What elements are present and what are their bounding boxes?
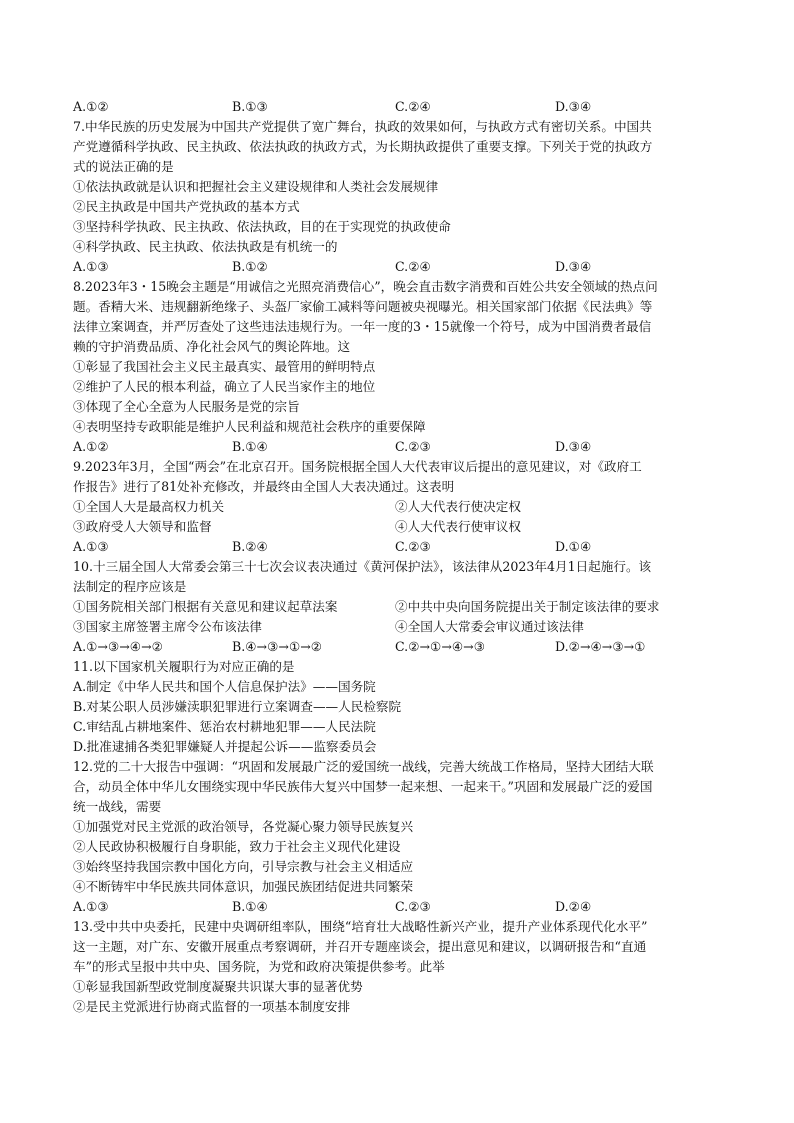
q11-option-a[interactable]: A.制定《中华人民共和国个人信息保护法》——国务院 (73, 679, 376, 694)
q7-option-a[interactable]: A.①③ (73, 259, 109, 274)
q9-stem-line: 9.2023年3月，全国“两会”在北京召开。国务院根据全国人大代表审议后提出的意见建议，对《政府工 (73, 459, 642, 474)
q7-options (73, 257, 733, 277)
q12-option-b[interactable]: B.①④ (232, 899, 268, 914)
q11-stem-line: 11.以下国家机关履职行为对应正确的是 (73, 659, 295, 674)
q8-stem-line: 题。香精大米、违规翻新绝缘子、头盔厂家偷工减料等问题被央视曝光。相关国家部门依据《民法典》等 (73, 299, 653, 314)
q8-option-d[interactable]: D.③④ (555, 439, 592, 454)
q7-option-d[interactable]: D.③④ (555, 259, 592, 274)
q7-item-2: ②民主执政是中国共产党执政的基本方式 (73, 199, 300, 214)
q12-stem-line: 统一战线，需要 (73, 799, 162, 814)
q13-stem-line: 这一主题，对广东、安徽开展重点考察调研，并召开专题座谈会，提出意见和建议，以调研报告和“直通 (73, 939, 647, 954)
q9-item-1: ①全国人大是最高权力机关 (73, 499, 225, 514)
q10-options (73, 637, 733, 657)
q12-item-3: ③始终坚持我国宗教中国化方向，引导宗教与社会主义相适应 (73, 859, 414, 874)
q6-option-c[interactable]: C.②④ (395, 99, 431, 114)
q8-option-c[interactable]: C.②③ (395, 439, 431, 454)
q10-option-d[interactable]: D.②→④→③→① (555, 639, 646, 654)
q10-item-4: ④全国人大常委会审议通过该法律 (395, 619, 584, 634)
q7-item-4: ④科学执政、民主执政、依法执政是有机统一的 (73, 239, 338, 254)
q10-item-2: ②中共中央向国务院提出关于制定该法律的要求 (395, 599, 660, 614)
q6-options (73, 97, 733, 117)
q11-option-c[interactable]: C.审结乱占耕地案件、惩治农村耕地犯罪——人民法院 (73, 719, 376, 734)
q7-option-b[interactable]: B.①② (232, 259, 268, 274)
q13-stem-line: 车”的形式呈报中共中央、国务院，为党和政府决策提供参考。此举 (73, 959, 445, 974)
q10-item-3: ③国家主席签署主席令公布该法律 (73, 619, 262, 634)
q12-option-a[interactable]: A.①③ (73, 899, 109, 914)
q11-option-b[interactable]: B.对某公职人员涉嫌渎职犯罪进行立案调查——人民检察院 (73, 699, 402, 714)
q12-item-4: ④不断铸牢中华民族共同体意识，加强民族团结促进共同繁荣 (73, 879, 414, 894)
q9-options (73, 537, 733, 557)
q10-option-b[interactable]: B.④→③→①→② (232, 639, 323, 654)
q13-item-1: ①彰显我国新型政党制度凝聚共识谋大事的显著优势 (73, 979, 363, 994)
q7-item-3: ③坚持科学执政、民主执政、依法执政，目的在于实现党的执政使命 (73, 219, 451, 234)
q10-option-c[interactable]: C.②→①→④→③ (395, 639, 486, 654)
q8-stem-line: 法律立案调查，并严厉查处了这些违法违规行为。一年一度的3・15就像一个符号，成为中国消费者最信 (73, 319, 652, 334)
q9-item-2: ②人大代表行使决定权 (395, 499, 521, 514)
q12-item-1: ①加强党对民主党派的政治领导，各党凝心聚力领导民族复兴 (73, 819, 414, 834)
q7-item-1: ①依法执政就是认识和把握社会主义建设规律和人类社会发展规律 (73, 179, 439, 194)
q8-stem-line: 赖的守护消费品质、净化社会风气的舆论阵地。这 (73, 339, 351, 354)
q10-item-1: ①国务院相关部门根据有关意见和建议起草法案 (73, 599, 338, 614)
q8-stem-line: 8.2023年3・15晚会主题是“用诚信之光照亮消费信心”，晚会直击数字消费和百姓公共安全领域的热点问 (73, 279, 658, 294)
q6-option-b[interactable]: B.①③ (232, 99, 268, 114)
q9-option-b[interactable]: B.②④ (232, 539, 268, 554)
q10-stem-line: 10.十三届全国人大常委会第三十七次会议表决通过《黄河保护法》，该法律从2023年4月1日起施行。该 (73, 559, 652, 574)
q12-options (73, 897, 733, 917)
q7-option-c[interactable]: C.②④ (395, 259, 431, 274)
q12-option-c[interactable]: C.②③ (395, 899, 431, 914)
q10-stem-line: 法制定的程序应该是 (73, 579, 187, 594)
q7-stem-line: 7.中华民族的历史发展为中国共产党提供了宽广舞台，执政的效果如何，与执政方式有密切关系。中国共 (73, 119, 652, 134)
q9-option-c[interactable]: C.②③ (395, 539, 431, 554)
q8-item-4: ④表明坚持专政职能是维护人民利益和规范社会秩序的重要保障 (73, 419, 426, 434)
q13-stem-line: 13.受中共中央委托，民建中央调研组率队，围绕“培育壮大战略性新兴产业，提升产业体系现代化水平” (73, 919, 648, 934)
q9-item-3: ③政府受人大领导和监督 (73, 519, 212, 534)
q12-stem-line: 12.党的二十大报告中强调：“巩固和发展最广泛的爱国统一战线，完善大统战工作格局，坚持大团结大联 (73, 759, 654, 774)
q6-option-a[interactable]: A.①② (73, 99, 109, 114)
q9-item-4: ④人大代表行使审议权 (395, 519, 521, 534)
q8-option-b[interactable]: B.①④ (232, 439, 268, 454)
q8-item-3: ③体现了全心全意为人民服务是党的宗旨 (73, 399, 300, 414)
q9-stem-line: 作报告》进行了81处补充修改，并最终由全国人大表决通过。这表明 (73, 479, 455, 494)
q8-item-2: ②维护了人民的根本利益，确立了人民当家作主的地位 (73, 379, 376, 394)
q7-stem-line: 产党遵循科学执政、民主执政、依法执政的执政方式，为长期执政提供了重要支撑。下列关于党的执政方 (73, 139, 653, 154)
q12-item-2: ②人民政协积极履行自身职能，致力于社会主义现代化建设 (73, 839, 401, 854)
q12-option-d[interactable]: D.②④ (555, 899, 592, 914)
q6-option-d[interactable]: D.③④ (555, 99, 592, 114)
q8-item-1: ①彰显了我国社会主义民主最真实、最管用的鲜明特点 (73, 359, 376, 374)
q10-option-a[interactable]: A.①→③→④→② (73, 639, 163, 654)
q9-option-a[interactable]: A.①③ (73, 539, 109, 554)
q8-options (73, 437, 733, 457)
q8-option-a[interactable]: A.①② (73, 439, 109, 454)
q13-item-2: ②是民主党派进行协商式监督的一项基本制度安排 (73, 999, 351, 1014)
q7-stem-line: 式的说法正确的是 (73, 159, 174, 174)
q9-option-d[interactable]: D.①④ (555, 539, 592, 554)
q12-stem-line: 合，动员全体中华儿女围绕实现中华民族伟大复兴中国梦一起来想、一起来干。”巩固和发展最广泛的爱国 (73, 779, 653, 794)
q11-option-d[interactable]: D.批准逮捕各类犯罪嫌疑人并提起公诉——监察委员会 (73, 739, 377, 754)
